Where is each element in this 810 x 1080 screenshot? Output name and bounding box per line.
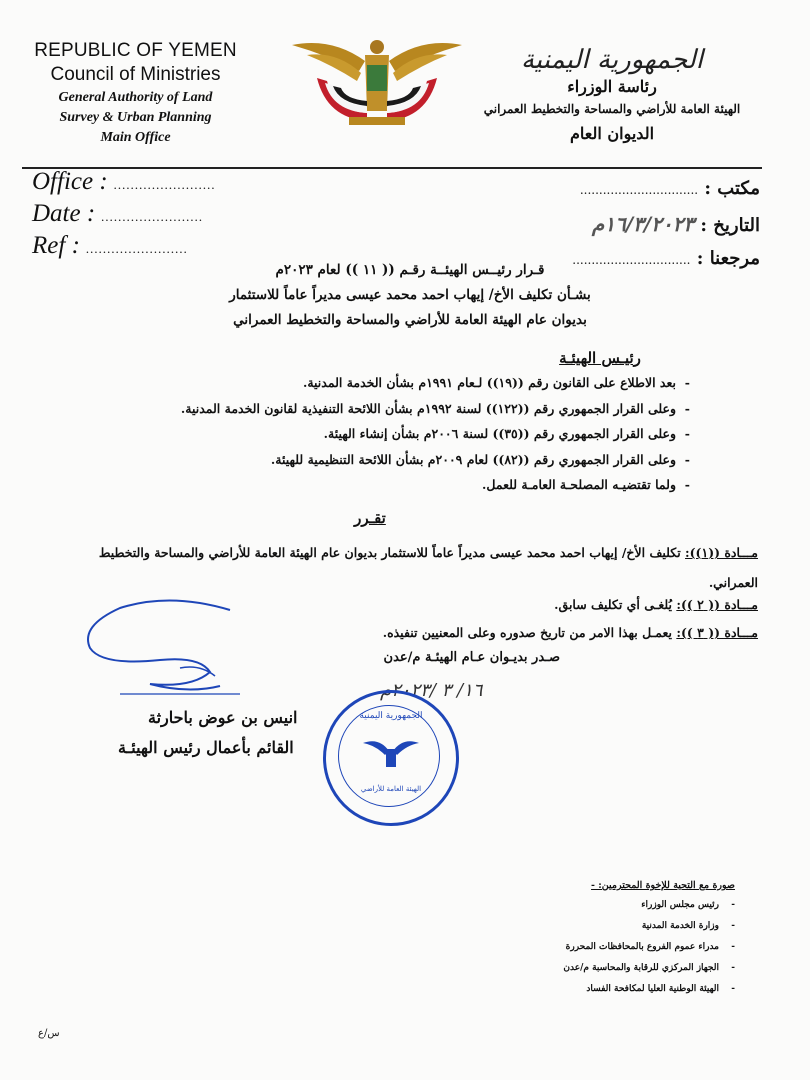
arabic-date-field — [592, 212, 760, 236]
signatory-title: القائم بأعمال رئيس الهيئـة — [118, 738, 294, 757]
official-stamp-icon — [323, 690, 459, 826]
office-name: Main Office — [100, 130, 171, 145]
article-3-text: يعمـل بهذا الامر من تاريخ صدوره وعلى المعنيين تنفيذه. — [382, 625, 672, 640]
office-dots: ........................ — [113, 177, 216, 192]
arabic-letterhead — [462, 45, 762, 143]
handwritten-signature — [80, 598, 250, 708]
arabic-authority-name: الهيئة العامة للأراضي والمساحة والتخطيط العمراني — [483, 102, 741, 116]
decides-heading: تقـرر — [354, 509, 386, 527]
signatory-name: انيس بن عوض باحارثة — [148, 708, 298, 727]
stamp-top-text: الجمهورية اليمنية — [359, 711, 423, 721]
preamble-list — [130, 375, 690, 503]
decision-title-line3: بديوان عام الهيئة العامة للأراضي والمساحة والتخطيط العمراني — [233, 312, 587, 328]
arabic-office-name: الديوان العام — [569, 124, 655, 143]
arabic-date-label: التاريخ : — [700, 215, 760, 236]
date-field — [32, 200, 203, 228]
cc-item: - رئيس مجلس الوزراء — [495, 900, 735, 910]
footer-initials: س/ع — [38, 1028, 60, 1039]
decision-title-line2: بشـأن تكليف الأخ/ إيهاب احمد محمد عيسى مديراً عاماً للاستثمار — [229, 287, 591, 303]
cc-item: - وزارة الخدمة المدنية — [495, 921, 735, 931]
cc-list — [495, 900, 735, 994]
ref-field — [32, 232, 188, 260]
article-3-label: مـــادة (( ٣ )): — [676, 625, 758, 640]
article-1-label: مـــادة ((١)): — [685, 545, 758, 560]
decision-title — [150, 262, 670, 337]
authority-name-line2: Survey & Urban Planning — [59, 110, 212, 125]
preamble-item: - وعلى القرار الجمهوري رقم ((١٢٢)) لسنة ١٩٩٢م بشأن اللائحة التنفيذية لقانون الخدمة المدنية. — [130, 401, 690, 416]
office-label: Office : — [32, 168, 108, 195]
cc-item: - مدراء عموم الفروع بالمحافظات المحررة — [495, 942, 735, 952]
date-dots: ........................ — [101, 209, 204, 224]
preamble-item: - وعلى القرار الجمهوري رقم ((٨٢)) لعام ٢٠٠٩م بشأن اللائحة التنظيمية للهيئة. — [130, 452, 690, 467]
article-1-text: تكليف الأخ/ إيهاب احمد محمد عيسى مديراً عاماً للاستثمار بديوان عام الهيئة العامة للأراضي والمساحة والتخطيط العمراني. — [98, 545, 758, 590]
arabic-ministry-name: رئاسة الوزراء — [567, 77, 657, 96]
article-1 — [68, 538, 758, 598]
arabic-office-dots: ............................... — [579, 183, 699, 197]
cc-item: - الهيئة الوطنية العليا لمكافحة الفساد — [495, 984, 735, 994]
cc-heading: صورة مع التحية للإخوة المحترمين: - — [591, 880, 735, 891]
english-letterhead — [28, 40, 243, 146]
preamble-item: - وعلى القرار الجمهوري رقم ((٣٥)) لسنة ٢٠٠٦م بشأن إنشاء الهيئة. — [130, 426, 690, 441]
ref-label: Ref : — [32, 232, 80, 259]
yemen-emblem-icon — [287, 33, 467, 131]
decision-title-line1: قـرار رئيــس الهيئــة رقـم (( ١١ )) لعام ٢٠٢٣م — [275, 262, 545, 278]
council-name: Council of Ministries — [50, 64, 221, 85]
arabic-office-field — [580, 178, 760, 199]
ref-dots: ........................ — [86, 241, 189, 256]
issued-date: ١٦/ ٣ /٢٠٢٣م — [380, 680, 483, 701]
preamble-item: - ولما تقتضيـه المصلحـة العامـة للعمل. — [130, 477, 690, 492]
article-2-text: يُلغـى أي تكليف سابق. — [554, 597, 672, 612]
arabic-date-value: ١٦/٣/٢٠٢٣م — [591, 212, 695, 236]
date-label: Date : — [32, 200, 96, 227]
cc-block — [495, 880, 735, 1005]
arabic-ref-dots: ............................... — [572, 253, 691, 267]
office-field — [32, 168, 216, 196]
stamp-bottom-text: الهيئة العامة للأراضي — [360, 785, 422, 793]
chief-heading: رئيـس الهيئـة — [559, 349, 641, 367]
article-2-label: مـــادة (( ٢ )): — [676, 597, 758, 612]
country-name: REPUBLIC OF YEMEN — [34, 40, 237, 61]
arabic-ref-label: مرجعنا : — [696, 248, 760, 269]
arabic-country-name: الجمهورية اليمنية — [520, 45, 704, 75]
arabic-office-label: مكتب : — [704, 178, 760, 199]
preamble-item: - بعد الاطلاع على القانون رقم ((١٩)) لـعام ١٩٩١م بشأن الخدمة المدنية. — [130, 375, 690, 390]
cc-item: - الجهاز المركزي للرقابة والمحاسبة م/عدن — [495, 963, 735, 973]
issued-at: صـدر بديـوان عـام الهيئـة م/عدن — [383, 650, 560, 665]
authority-name-line1: General Authority of Land — [58, 90, 213, 105]
